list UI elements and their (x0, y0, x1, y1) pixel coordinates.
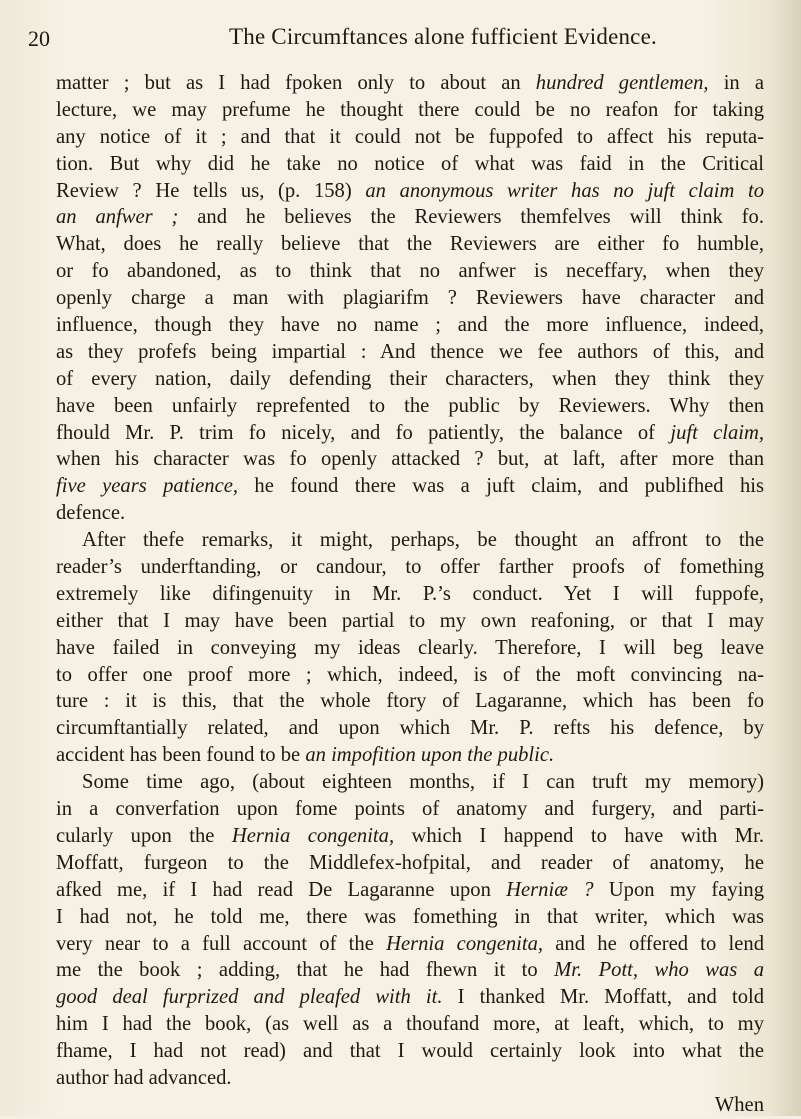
text-line (56, 931, 764, 958)
italic-text: an impofition upon the public. (305, 744, 555, 767)
text-line (56, 393, 764, 420)
text-run: What, does he really believe that the Reviewers are either fo humble, (56, 233, 764, 256)
text-run: in a (708, 72, 764, 94)
italic-text: an anonymous writer has no juft claim to (365, 179, 764, 202)
text-line (56, 904, 764, 931)
text-line (56, 877, 764, 904)
text-run: Upon my faying (593, 878, 764, 901)
italic-text: an anfwer ; (56, 206, 179, 229)
text-run: have failed in conveying my ideas clearly. Therefore, I will beg leave (56, 636, 764, 659)
text-run: when his character was fo openly attacked ? but, at laft, after more than (56, 448, 764, 471)
text-run: Moffatt, furgeon to the Middlefex-hofpital, and reader of anatomy, he (56, 851, 764, 874)
text-line (56, 178, 764, 205)
running-head: The Circumftances alone fufficient Evidence. (229, 24, 657, 49)
text-run: lecture, we may prefume he thought there could be no reafon for taking (56, 98, 764, 121)
text-line (56, 742, 764, 769)
text-line (56, 662, 764, 689)
text-run: very near to a full account of the (56, 932, 387, 955)
text-line (56, 124, 764, 151)
text-run: I had not, he told me, there was fomething in that writer, which was (56, 905, 764, 928)
text-line (56, 420, 764, 447)
text-line (56, 258, 764, 285)
text-run: circumftantially related, and upon which Mr. P. refts his defence, by (56, 717, 764, 740)
text-line (56, 285, 764, 312)
text-line (56, 446, 764, 473)
italic-text: juft claim, (670, 421, 764, 444)
text-run: openly charge a man with plagiarifm ? Reviewers have character and (56, 287, 764, 310)
text-run: me the book ; adding, that he had fhewn it to (56, 959, 555, 982)
text-line (56, 97, 764, 124)
text-run: in a converfation upon fome points of anatomy and furgery, and parti- (56, 798, 764, 821)
text-run: and he offered to lend (543, 932, 764, 955)
text-line (56, 554, 764, 581)
text-line (56, 366, 764, 393)
text-run: have been unfairly reprefented to the public by Reviewers. Why then (56, 394, 764, 417)
text-run: any notice of it ; and that it could not be fuppofed to affect his reputa- (56, 125, 764, 148)
text-line (56, 151, 764, 178)
text-run: Review ? He tells us, (p. 158) (56, 179, 366, 202)
text-line (56, 339, 764, 366)
text-line (56, 850, 764, 877)
text-line (56, 608, 764, 635)
text-run: When (714, 1093, 764, 1116)
italic-text: Mr. Pott, who was a (554, 959, 764, 982)
text-line (56, 1092, 764, 1119)
text-run: or fo abandoned, as to think that no anfwer is neceffary, when they (56, 260, 764, 283)
text-line (56, 500, 764, 527)
italic-text: hundred gentlemen, (535, 72, 709, 94)
text-run: extremely like difingenuity in Mr. P.’s conduct. Yet I will fuppofe, (56, 582, 764, 605)
text-line (56, 231, 764, 258)
text-line (56, 527, 764, 554)
text-run: author had advanced. (56, 1066, 232, 1089)
text-line (56, 796, 764, 823)
page-header (24, 24, 774, 56)
text-line (56, 823, 764, 850)
italic-text: good deal furprized and pleafed with it. (56, 986, 443, 1009)
italic-text: Hernia congenita, (231, 824, 395, 847)
text-run: tion. But why did he take no notice of what was faid in the Critical (56, 152, 764, 175)
text-run: Some time ago, (about eighteen months, if I can truft my memory) (82, 771, 764, 794)
text-run: of every nation, daily defending their characters, when they think they (56, 367, 764, 390)
text-line (56, 70, 764, 97)
text-line (56, 312, 764, 339)
text-line (56, 957, 764, 984)
text-line (56, 1038, 764, 1065)
italic-text: Herniæ ? (506, 878, 594, 901)
text-run: fhame, I had not read) and that I would certainly look into what the (56, 1040, 764, 1063)
italic-text: five years patience, (56, 475, 239, 498)
text-run: to offer one proof more ; which, indeed, is of the moft convincing na- (56, 663, 764, 686)
text-line (56, 715, 764, 742)
text-line (56, 1011, 764, 1038)
text-run: and he believes the Reviewers themfelves will think fo. (178, 206, 764, 229)
text-run: cularly upon the (56, 824, 232, 847)
text-line (56, 204, 764, 231)
text-line (56, 473, 764, 500)
text-line (56, 688, 764, 715)
text-run: I thanked Mr. Moffatt, and told (442, 986, 764, 1009)
text-run: he found there was a juft claim, and publifhed his (238, 475, 764, 498)
text-run: afked me, if I had read De Lagaranne upon (56, 878, 507, 901)
text-run: either that I may have been partial to my own reafoning, or that I may (56, 609, 764, 632)
text-run: After thefe remarks, it might, perhaps, be thought an affront to the (82, 529, 764, 552)
text-run: matter ; but as I had fpoken only to about an (56, 72, 536, 94)
text-run: which I happend to have with Mr. (394, 824, 764, 847)
body-text (56, 70, 764, 1119)
text-run: fhould Mr. P. trim fo nicely, and fo patiently, the balance of (56, 421, 671, 444)
page-number: 20 (28, 26, 50, 51)
text-run: accident has been found to be (56, 744, 306, 767)
text-run: ture : it is this, that the whole ftory of Lagaranne, which has been fo (56, 690, 764, 713)
text-run: as they profefs being impartial : And thence we fee authors of this, and (56, 340, 764, 363)
text-line (56, 1065, 764, 1092)
text-run: defence. (56, 502, 126, 525)
text-line (56, 984, 764, 1011)
text-line (56, 635, 764, 662)
text-run: reader’s underftanding, or candour, to offer farther proofs of fomething (56, 556, 764, 579)
text-run: him I had the book, (as well as a thoufand more, at leaft, which, to my (56, 1013, 764, 1036)
italic-text: Hernia congenita, (386, 932, 544, 955)
text-line (56, 581, 764, 608)
text-line (56, 769, 764, 796)
text-run: influence, though they have no name ; and the more influence, indeed, (56, 314, 764, 337)
